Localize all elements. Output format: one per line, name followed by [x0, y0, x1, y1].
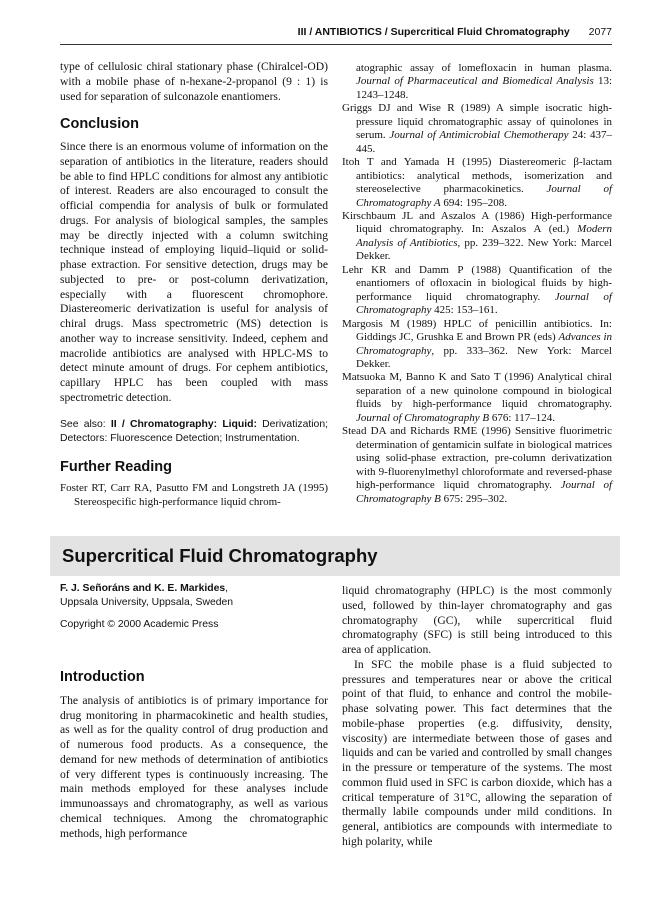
paragraph: In SFC the mobile phase is a fluid subjected to pressures and temperatures near or above the critical point of that fluid, to enhance and control the mobile-phase solvating power. This fact determines that the mobile-phase properties (e.g. diffusivity, density, viscosity) are intermediate between those of gases and liquids and can be varied and controlled by small changes in the pressure or temperature of the systems. The most common fluid used in SFC is carbon dioxide, which has a critical temperature of 31°C, allowing the separation of thermally labile compounds under mild conditions. In general, antibiotics are compounds with intermediate to high polarity, while: [342, 657, 612, 848]
article-title: Supercritical Fluid Chromatography: [62, 545, 378, 566]
reference-citation: 425: 153–161.: [431, 304, 498, 317]
article-title-banner: [50, 536, 620, 576]
reference-text: Lehr KR and Damm P (1988) Quantification of the enantiomers of ofloxacin in biological fluids by high-performance liquid chromatography.: [342, 263, 612, 303]
page-number: 2077: [588, 26, 612, 38]
reference-item: [342, 371, 612, 425]
reference-text: Itoh T and Yamada H (1995) Diastereomeric β-lactam antibiotics: analytical methods, isomerization and stereoselective pharmacokinetics.: [342, 156, 612, 196]
reference-journal: Journal of Chromatography: [356, 290, 612, 317]
see-also: [60, 418, 328, 446]
introduction-section: [60, 670, 328, 841]
left-column-top: [60, 60, 328, 509]
reference-text: Matsuoka M, Banno K and Sato T (1996) Analytical chiral separation of a new quinolone compound in biological fluids by high-performance liquid chromatography.: [342, 371, 612, 411]
reference-text: atographic assay of lomefloxacin in human plasma.: [356, 62, 612, 74]
reference-text: Margosis M (1989) HPLC of penicillin antibiotics. In: Giddings JC, Grushka E and Brown PR (eds): [342, 317, 612, 344]
see-also-label: See also:: [60, 418, 106, 430]
reference-text: Griggs DJ and Wise R (1989) A simple isocratic high-pressure liquid chromatographic assay of quinolones in serum.: [342, 102, 612, 142]
reference-citation: 676: 117–124.: [489, 411, 556, 424]
introduction-heading: Introduction: [60, 669, 145, 685]
reference-item: [342, 264, 612, 318]
reference-journal: Journal of Antimicrobial Chemotherapy: [389, 129, 569, 142]
reference-text: Stead DA and Richards RME (1996) Sensitive fluorimetric determination of gentamicin sulfate in biological matrices using solid-phase extraction, pre-column derivatization with 9-fluorenylmethyl chloroformate and reversed-phase high-performance liquid chromatography.: [342, 425, 612, 492]
reference-list: [342, 62, 612, 506]
reference-journal: Journal of Pharmaceutical and Biomedical Analysis: [356, 75, 594, 88]
reference-item: [342, 318, 612, 372]
reference-citation: 24: 437–445.: [356, 129, 612, 155]
author-block: F. J. Señoráns and K. E. Markides, Uppsala University, Uppsala, Sweden Copyright © 2000 Academic Press: [60, 582, 330, 632]
authors: F. J. Señoráns and K. E. Markides: [60, 583, 226, 594]
reference-citation: 13: 1243–1248.: [356, 75, 612, 101]
reference-item: [342, 156, 612, 210]
see-also-link[interactable]: II / Chromatography: Liquid:: [110, 418, 257, 430]
running-title: III / ANTIBIOTICS / Supercritical Fluid Chromatography: [297, 26, 570, 38]
reference-text: Kirschbaum JL and Aszalos A (1986) High-performance liquid chromatography. In: Aszalos A (ed.): [342, 209, 612, 236]
reference-journal: Journal of Chromatography A: [356, 183, 613, 209]
paragraph: type of cellulosic chiral stationary phase (Chiralcel-OD) with a mobile phase of n-hexane-2-propanol (9 : 1) is used for separation of sulconazole enantiomers.: [60, 60, 328, 103]
conclusion-heading: Conclusion: [60, 116, 139, 133]
reference-item: [342, 425, 612, 506]
paragraph: liquid chromatography (HPLC) is the most commonly used, followed by thin-layer chromatography and gas chromatography (GC), while supercritical fluid chromatography (SFC) is still being introduced to this area of application.: [342, 584, 612, 656]
affiliation: Uppsala University, Uppsala, Sweden: [60, 597, 234, 608]
right-column-body: [342, 584, 612, 850]
reference-citation: 694: 195–208.: [440, 196, 507, 209]
reference-journal: Journal of Chromatography B: [356, 411, 490, 424]
conclusion-paragraph: Since there is an enormous volume of information on the separation of antibiotics in the literature, readers should be able to find HPLC conditions for almost any antibiotic of interest. Readers are also encouraged to consult the official compendia for analysis of bulk or formulated drugs. For analysis of biological samples, the samples may be directly injected with a column switching technique instead of employing liquid–liquid or solid-phase extraction. For sensitive detection, drugs may be subjected to pre- or post-column derivatization, especially with a fluorescent chromophore. Diastereomeric derivatization is useful for analysis of chiral drugs. Mass spectrometric (MS) detection is another way to increase sensitivity. Indeed, cephem and macrolide antibiotics are analysed with HPLC-MS to detect minute amount of drugs. For cephem antibiotics, capillary HPLC has been coupled with mass spectrometric detection.: [60, 140, 328, 404]
reference-citation: , pp. 333–362. New York: Marcel Dekker.: [356, 344, 612, 370]
reference-citation: 675: 295–302.: [440, 492, 508, 505]
reference-citation: , pp. 239–322. New York: Marcel Dekker.: [356, 236, 612, 263]
see-also-links[interactable]: Derivatization; Detectors: Fluorescence Detection; Instrumentation.: [60, 418, 329, 444]
running-header: [60, 26, 612, 45]
reference-item: [342, 102, 612, 156]
reference-item: Foster RT, Carr RA, Pasutto FM and Longstreth JA (1995) Stereospecific high-performance liquid chrom-: [60, 482, 328, 508]
reference-item: [342, 62, 612, 102]
reference-journal: Advances in Chromatography: [356, 331, 613, 357]
reference-journal: Modern Analysis of Antibiotics: [356, 223, 612, 249]
reference-item: [342, 210, 612, 264]
further-reading-heading: Further Reading: [60, 458, 172, 475]
introduction-paragraph: The analysis of antibiotics is of primary importance for drug monitoring in pharmacokinetic and health studies, as well as for the quality control of drug production and of numerous food products. As a consequence, the demand for new methods of determination of antibiotics of very different types is continuously increasing. The main methods employed for these analyses include immunoassays and chromatography, as well as various chemical techniques. Among the chromatographic methods, high performance: [60, 693, 328, 840]
reference-journal: Journal of Chromatography B: [356, 479, 612, 505]
copyright: Copyright © 2000 Academic Press: [60, 619, 219, 630]
